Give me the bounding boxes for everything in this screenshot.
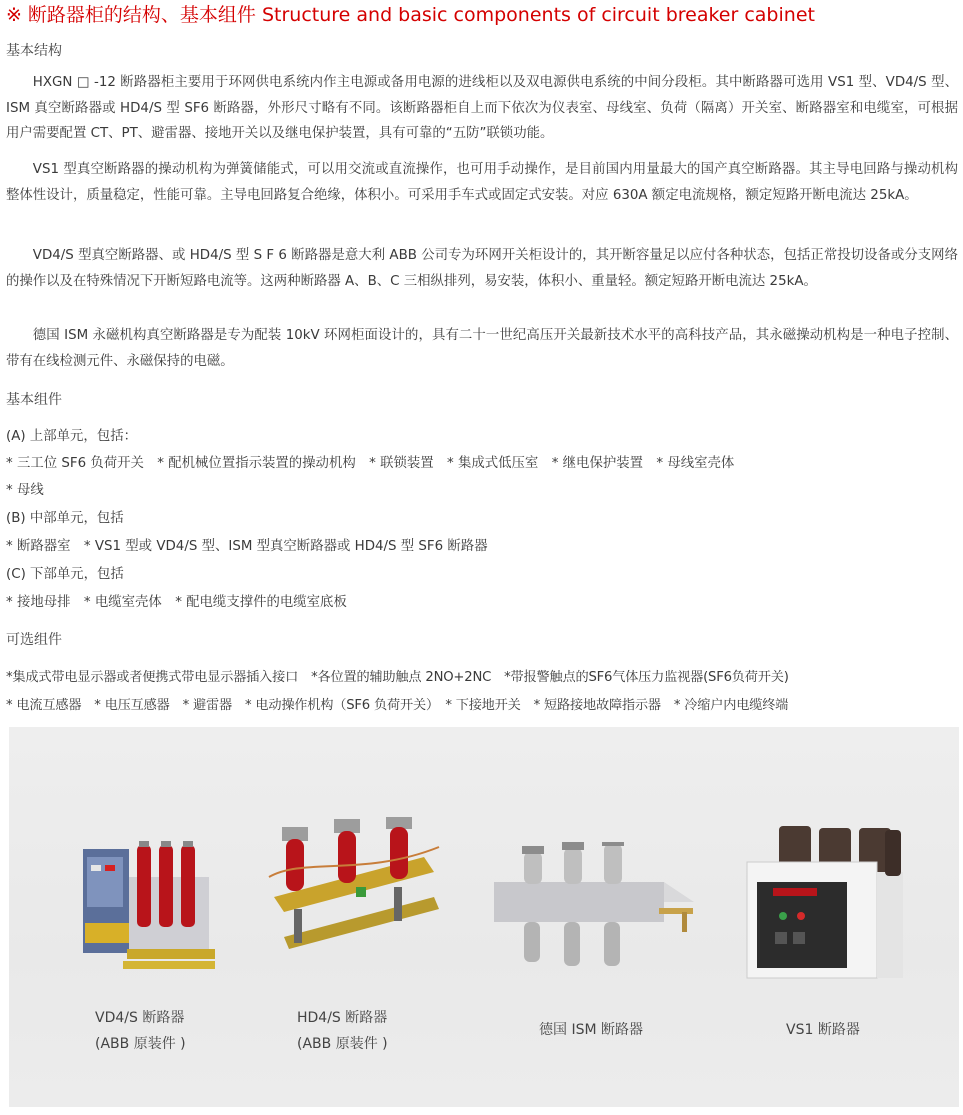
optional-line: * 电流互感器 * 电压互感器 * 避雷器 * 电动操作机构（SF6 负荷开关） * 下接地开关 * 短路接地故障指示器 * 冷缩户内电缆终端	[6, 698, 789, 713]
product-name: VS1 断路器	[786, 1022, 860, 1038]
product-name: 德国 ISM 断路器	[539, 1022, 643, 1038]
component-line: * 三工位 SF6 负荷开关 * 配机械位置指示装置的操动机构 * 联锁装置 * 集成式低压室 * 继电保护装置 * 母线室壳体	[6, 456, 735, 471]
product-gallery	[9, 727, 959, 1107]
product-name: VD4/S 断路器	[95, 1010, 185, 1026]
page-title	[6, 2, 961, 28]
component-line: (C) 下部单元，包括	[6, 567, 124, 582]
vd4s-breaker-image	[79, 837, 219, 977]
structure-paragraph-3: VD4/S 型真空断路器、或 HD4/S 型 S F 6 断路器是意大利 ABB 公司专为环网开关柜设计的，其开断容量足以应付各种状态，包括正常投切设备或分支网络的操作以及在特殊情况下开断短路电流等。这两种断路器 A、B、C 三相纵排列，易安装，体积小、重量轻。额定短路开断电流达 25kA。	[6, 248, 958, 289]
structure-paragraph-1: HXGN □ -12 断路器柜主要用于环网供电系统内作主电源或备用电源的进线柜以及双电源供电系统的中间分段柜。其中断路器可选用 VS1 型、VD4/S 型、ISM 真空断路器或 HD4/S 型 SF6 断路器，外形尺寸略有不同。该断路器柜自上而下依次为仪表室、母线室、负荷（隔离）开关室、断路器室和电缆室，可根据用户需要配置 CT、PT、避雷器、接地开关以及继电保护装置，具有可靠的“五防”联锁功能。	[6, 75, 958, 141]
component-line: * 母线	[6, 483, 44, 498]
product-vs1	[729, 727, 939, 1107]
structure-paragraph-4: 德国 ISM 永磁机构真空断路器是专为配装 10kV 环网柜面设计的，具有二十一世纪高压开关最新技术水平的高科技产品，其永磁操动机构是一种电子控制、带有在线检测元件、永磁保持的电磁。	[6, 328, 958, 369]
product-note: (ABB 原装件 )	[95, 1036, 186, 1052]
hd4s-breaker-image	[264, 817, 444, 967]
component-line: * 接地母排 * 电缆室壳体 * 配电缆支撑件的电缆室底板	[6, 595, 347, 610]
component-line: * 断路器室 * VS1 型或 VD4/S 型、ISM 型真空断路器或 HD4/S 型 SF6 断路器	[6, 539, 488, 554]
product-vd4s	[69, 727, 229, 1107]
component-line: (A) 上部单元，包括：	[6, 429, 137, 444]
product-ism	[479, 727, 719, 1107]
section-heading-structure: 基本结构	[6, 43, 62, 59]
component-line: (B) 中部单元，包括	[6, 511, 124, 526]
product-note: (ABB 原装件 )	[297, 1036, 388, 1052]
section-heading-optional: 可选组件	[6, 632, 62, 648]
ism-breaker-image	[484, 842, 704, 972]
page-title-text: 断路器柜的结构、基本组件 Structure and basic components of circuit breaker cabinet	[27, 4, 815, 26]
reference-mark-icon: ※	[6, 4, 22, 26]
structure-paragraph-2: VS1 型真空断路器的操动机构为弹簧储能式，可以用交流或直流操作，也可用手动操作，是目前国内用量最大的国产真空断路器。其主导电回路与操动机构整体性设计，质量稳定，性能可靠。主导电回路复合绝缘，体积小。可采用手车式或固定式安装。对应 630A 额定电流规格，额定短路开断电流达 25kA。	[6, 162, 958, 203]
vs1-breaker-image	[739, 822, 909, 982]
optional-line: *集成式带电显示器或者便携式带电显示器插入接口 *各位置的辅助触点 2NO+2NC *带报警触点的SF6气体压力监视器(SF6负荷开关)	[6, 670, 789, 685]
section-heading-components: 基本组件	[6, 392, 62, 408]
product-name: HD4/S 断路器	[297, 1010, 388, 1026]
product-hd4s	[264, 727, 454, 1107]
